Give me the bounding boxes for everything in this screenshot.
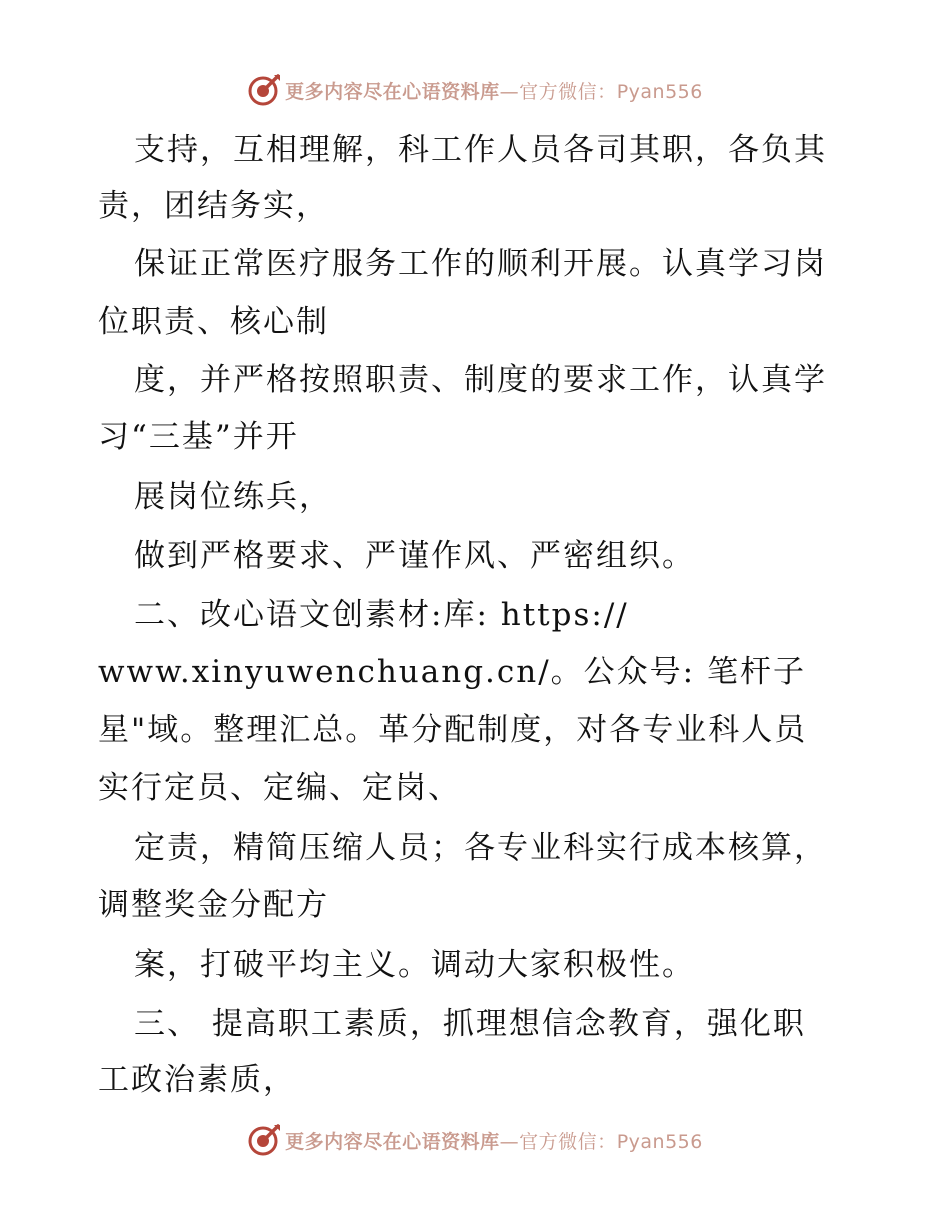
watermark-text bbox=[285, 1127, 703, 1154]
text-line: 定责，精简压缩人员；各专业科实行成本核算， bbox=[134, 830, 827, 866]
text-line: 案，打破平均主义。调动大家积极性。 bbox=[134, 947, 695, 983]
watermark-sep: —官方微信： bbox=[499, 80, 617, 103]
watermark-id: Pyan556 bbox=[616, 80, 703, 103]
text-line: 度，并严格按照职责、制度的要求工作，认真学 bbox=[134, 362, 827, 398]
text-line: 二、改心语文创素材:库: https:// bbox=[134, 597, 629, 633]
watermark-id: Pyan556 bbox=[616, 1130, 703, 1153]
text-line: 位职责、核心制 bbox=[98, 304, 329, 340]
text-line: 责，团结务实， bbox=[98, 188, 329, 224]
watermark-sep: —官方微信： bbox=[499, 1130, 617, 1153]
watermark-text bbox=[285, 77, 703, 104]
pen-logo-icon bbox=[247, 1123, 281, 1157]
footer-watermark bbox=[0, 1120, 950, 1160]
text-line: www.xinyuwenchuang.cn/。公众号: 笔杆子 bbox=[98, 654, 806, 690]
text-line: 展岗位练兵， bbox=[134, 479, 332, 515]
pen-logo-icon bbox=[247, 73, 281, 107]
text-line: 实行定员、定编、定岗、 bbox=[98, 770, 461, 806]
text-line: 支持，互相理解，科工作人员各司其职，各负其 bbox=[134, 132, 827, 168]
text-line: 做到严格要求、严谨作风、严密组织。 bbox=[134, 538, 695, 574]
text-line: 星"域。整理汇总。革分配制度，对各专业科人员 bbox=[98, 712, 808, 748]
header-watermark bbox=[0, 70, 950, 110]
text-line: 保证正常医疗服务工作的顺利开展。认真学习岗 bbox=[134, 246, 827, 282]
text-line: 工政治素质， bbox=[98, 1062, 296, 1098]
text-line: 调整奖金分配方 bbox=[98, 887, 329, 923]
text-line: 三、 提高职工素质，抓理想信念教育，强化职 bbox=[134, 1006, 806, 1042]
watermark-main: 更多内容尽在心语资料库 bbox=[285, 80, 500, 103]
watermark-main: 更多内容尽在心语资料库 bbox=[285, 1130, 500, 1153]
text-line: 习“三基”并开 bbox=[98, 419, 299, 455]
